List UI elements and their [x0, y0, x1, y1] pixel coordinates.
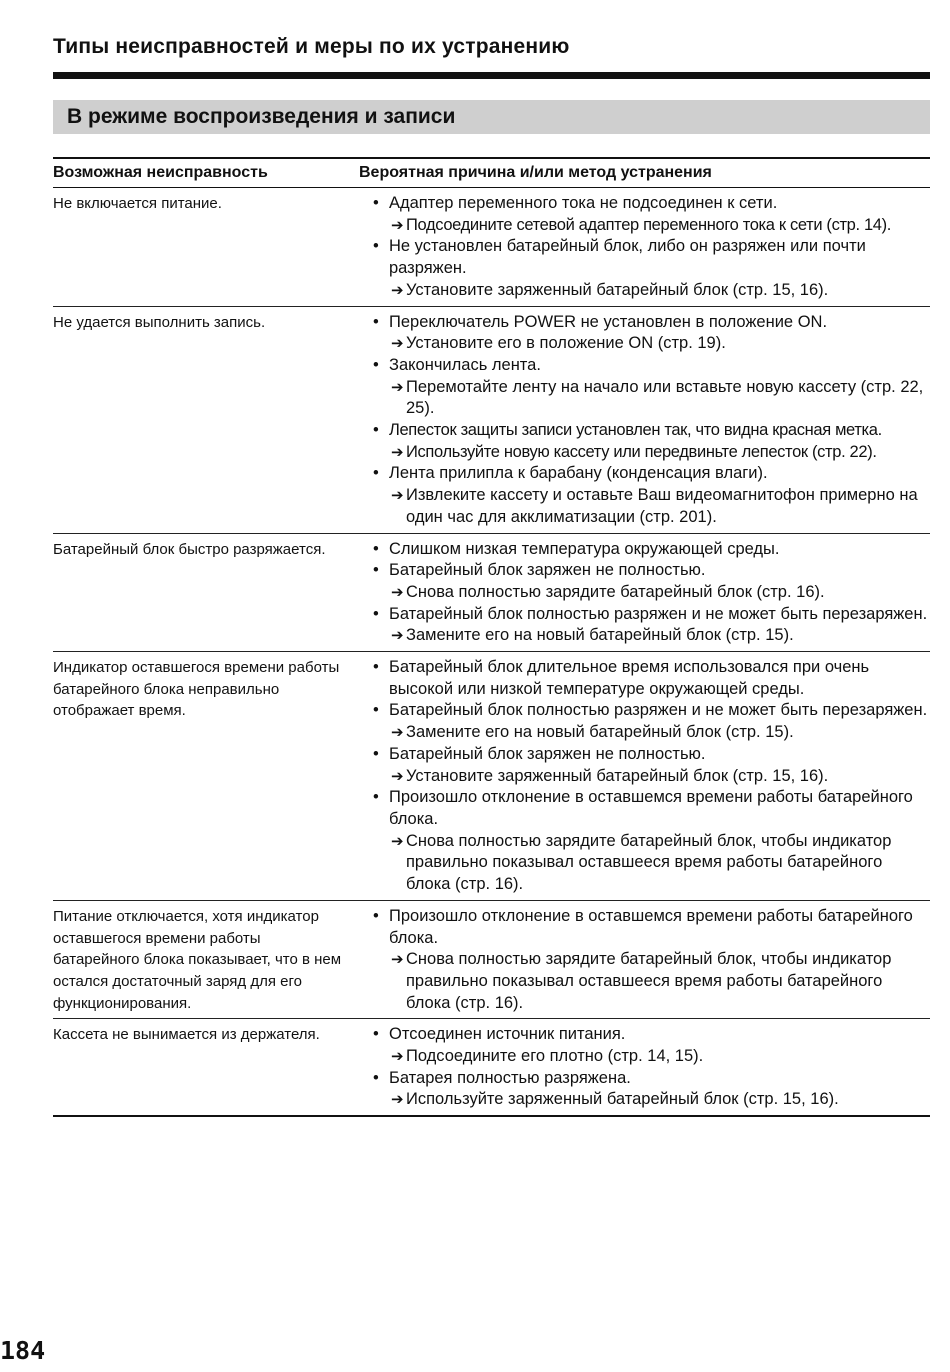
arrow-right-icon: ➔ [391, 281, 404, 299]
page-number: 184 [0, 1336, 46, 1365]
fix-item [359, 215, 930, 237]
table-row [53, 307, 930, 534]
cause-item: • Переключатель POWER не установлен в положение ON. [359, 312, 930, 334]
fix-item [359, 1089, 930, 1111]
arrow-right-icon: ➔ [391, 583, 404, 601]
arrow-right-icon: ➔ [391, 443, 404, 461]
solution-cell [359, 906, 930, 1015]
fix-text: Перемотайте ленту на начало или вставьте новую кассету (стр. 22, 25). [406, 377, 924, 418]
fix-item [359, 831, 930, 896]
cause-item: • Произошло отклонение в оставшемся времени работы батарейного блока. [359, 787, 930, 830]
cause-item: • Батарейный блок полностью разряжен и не может быть перезаряжен. [359, 604, 930, 626]
table-header-row [53, 159, 930, 188]
arrow-right-icon: ➔ [391, 627, 404, 645]
cause-item: • Батарейный блок заряжен не полностью. [359, 744, 930, 766]
arrow-right-icon: ➔ [391, 832, 404, 850]
solution-cell [359, 657, 930, 896]
cause-item: • Адаптер переменного тока не подсоединен к сети. [359, 193, 930, 215]
fix-text: Установите его в положение ON (стр. 19). [406, 334, 726, 353]
arrow-right-icon: ➔ [391, 1091, 404, 1109]
table-row [53, 652, 930, 901]
column-header-solution: Вероятная причина и/или метод устранения [359, 164, 712, 181]
cause-item: • Лента прилипла к барабану (конденсация влаги). [359, 463, 930, 485]
cause-item: • Произошло отклонение в оставшемся времени работы батарейного блока. [359, 906, 930, 949]
fix-item [359, 722, 930, 744]
arrow-right-icon: ➔ [391, 335, 404, 353]
fix-text: Подсоедините его плотно (стр. 14, 15). [406, 1047, 704, 1066]
page-title: Типы неисправностей и меры по их устранению [53, 35, 570, 58]
fix-item [359, 442, 930, 464]
fix-item [359, 766, 930, 788]
cause-item: • Слишком низкая температура окружающей среды. [359, 539, 930, 561]
cause-item: • Закончилась лента. [359, 355, 930, 377]
arrow-right-icon: ➔ [391, 487, 404, 505]
troubleshooting-table [53, 157, 930, 1117]
table-row [53, 1019, 930, 1115]
fix-text: Снова полностью зарядите батарейный блок, чтобы индикатор правильно показывал оставшееся время работы батарейного блока (стр. 16). [406, 831, 892, 894]
problem-cell: Не включается питание. [53, 195, 222, 212]
fix-text: Используйте заряженный батарейный блок (стр. 15, 16). [406, 1090, 839, 1109]
fix-text: Используйте новую кассету или передвиньте лепесток (стр. 22). [406, 442, 877, 461]
cause-item: • Батарейный блок заряжен не полностью. [359, 560, 930, 582]
fix-item [359, 377, 930, 420]
arrow-right-icon: ➔ [391, 951, 404, 969]
table-row [53, 901, 930, 1020]
cause-item: • Не установлен батарейный блок, либо он разряжен или почти разряжен. [359, 236, 930, 279]
solution-cell [359, 312, 930, 529]
cause-item: • Батарейный блок полностью разряжен и не может быть перезаряжен. [359, 700, 930, 722]
arrow-right-icon: ➔ [391, 767, 404, 785]
table-row [53, 188, 930, 307]
cause-item: • Батарейный блок длительное время использовался при очень высокой или низкой температуре окружающей среды. [359, 657, 930, 700]
problem-cell: Кассета не вынимается из держателя. [53, 1026, 320, 1044]
title-rule [53, 72, 930, 79]
section-title: В режиме воспроизведения и записи [67, 105, 456, 128]
fix-item [359, 485, 930, 528]
fix-item [359, 1046, 930, 1068]
arrow-right-icon: ➔ [391, 216, 404, 234]
cause-item: • Лепесток защиты записи установлен так, что видна красная метка. [359, 420, 930, 442]
fix-item [359, 949, 930, 1014]
fix-text: Замените его на новый батарейный блок (стр. 15). [406, 723, 794, 742]
arrow-right-icon: ➔ [391, 724, 404, 742]
table-row [53, 534, 930, 653]
fix-text: Установите заряженный батарейный блок (стр. 15, 16). [406, 280, 829, 299]
problem-cell: Не удается выполнить запись. [53, 313, 266, 331]
problem-cell: Индикатор оставшегося времени работы батарейного блока неправильно отображает время. [53, 659, 340, 720]
solution-cell [359, 193, 930, 302]
fix-text: Установите заряженный батарейный блок (стр. 15, 16). [406, 766, 829, 785]
fix-item [359, 280, 930, 302]
fix-item [359, 333, 930, 355]
cause-item: • Отсоединен источник питания. [359, 1024, 930, 1046]
arrow-right-icon: ➔ [391, 1048, 404, 1066]
problem-cell: Питание отключается, хотя индикатор оставшегося времени работы батарейного блока показывает, что в нем остался достаточный заряд для его функционирования. [53, 907, 342, 1012]
problem-cell: Батарейный блок быстро разряжается. [53, 540, 326, 558]
fix-text: Замените его на новый батарейный блок (стр. 15). [406, 626, 794, 645]
fix-item [359, 625, 930, 647]
arrow-right-icon: ➔ [391, 378, 404, 396]
fix-text: Снова полностью зарядите батарейный блок, чтобы индикатор правильно показывал оставшееся время работы батарейного блока (стр. 16). [406, 950, 892, 1012]
column-header-problem: Возможная неисправность [53, 164, 268, 181]
fix-text: Подсоедините сетевой адаптер переменного тока к сети (стр. 14). [406, 215, 892, 234]
section-header-bar [53, 100, 930, 134]
fix-text: Снова полностью зарядите батарейный блок (стр. 16). [406, 582, 825, 601]
solution-cell [359, 1024, 930, 1111]
solution-cell [359, 539, 930, 648]
cause-item: • Батарея полностью разряжена. [359, 1068, 930, 1090]
fix-text: Извлеките кассету и оставьте Ваш видеомагнитофон примерно на один час для акклиматизации (стр. 201). [406, 486, 918, 526]
fix-item [359, 582, 930, 604]
